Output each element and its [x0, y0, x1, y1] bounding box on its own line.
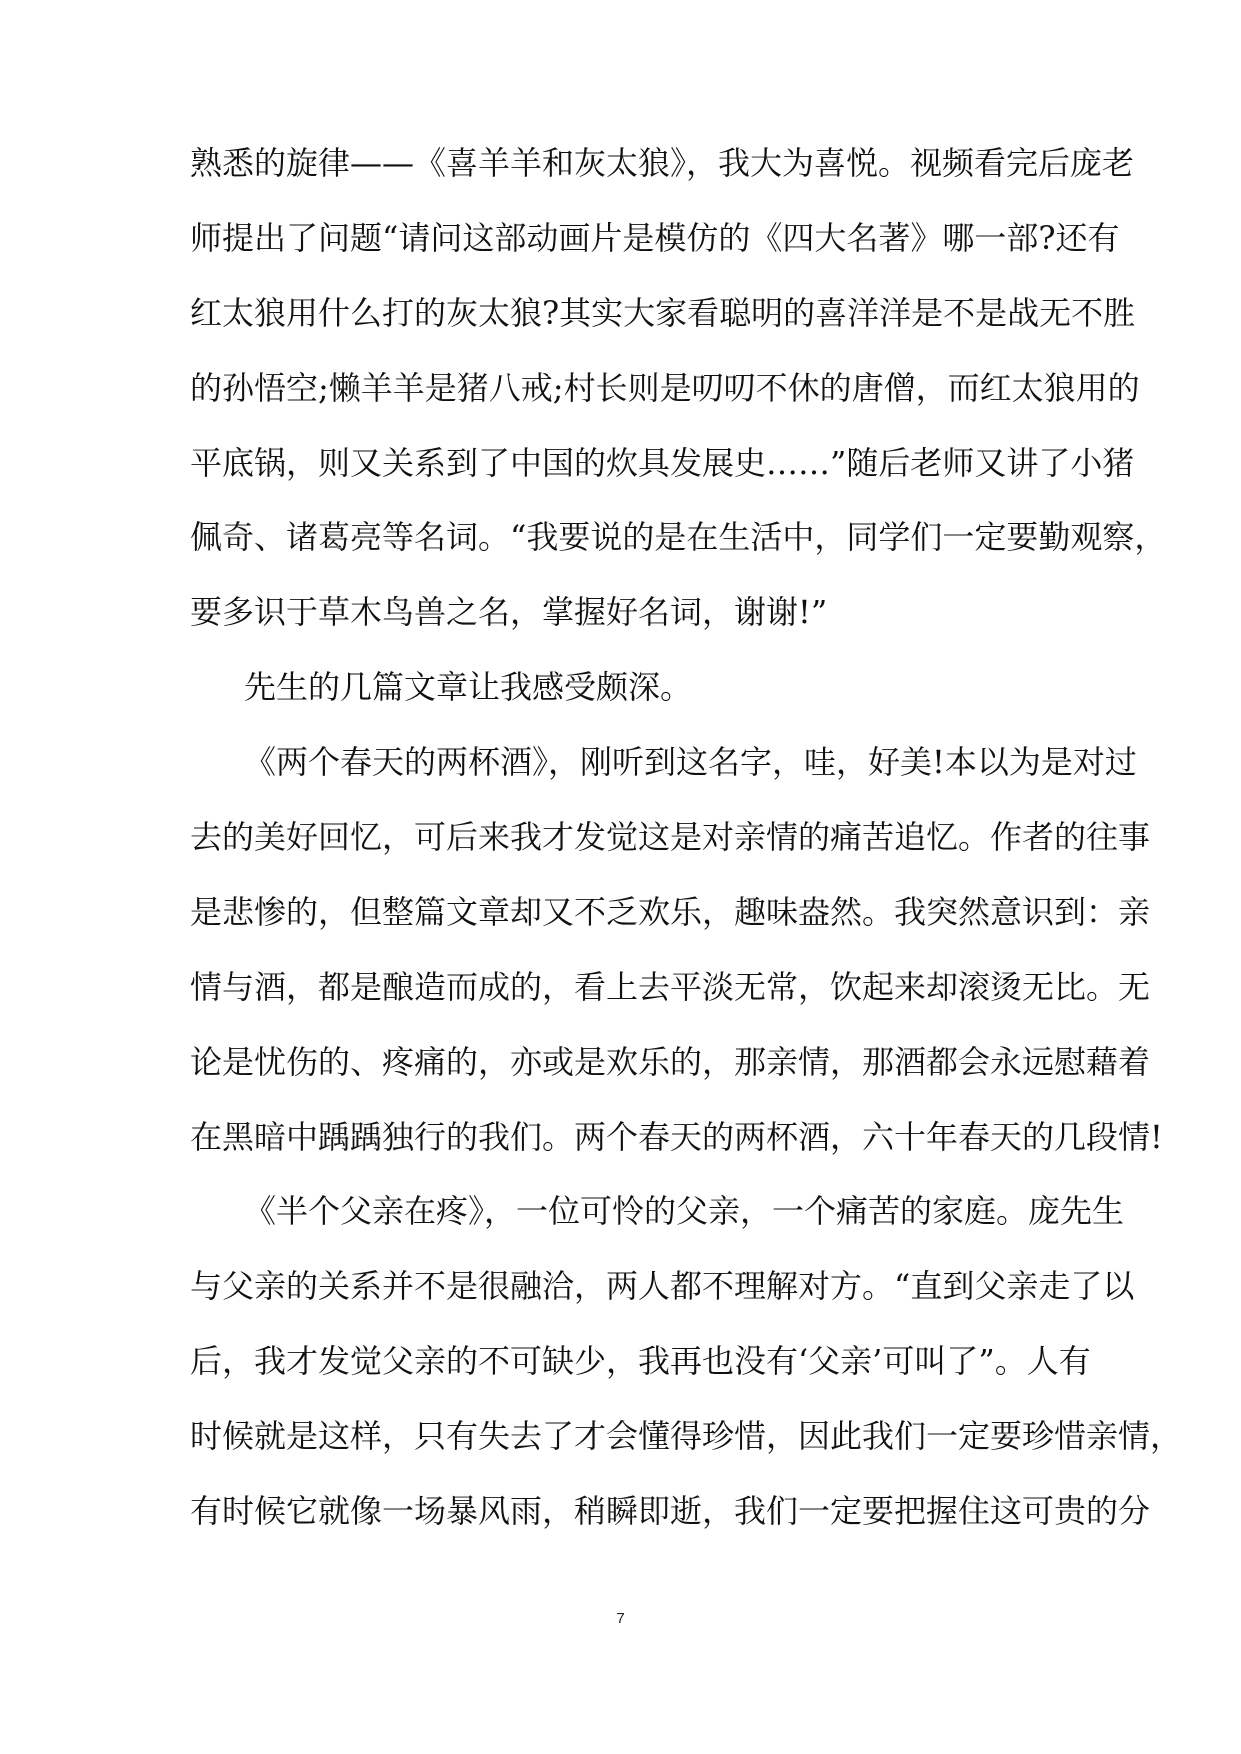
paragraph-start-line: 《半个父亲在疼》，一位可怜的父亲，一个痛苦的家庭。庞先生: [244, 1192, 1125, 1231]
text-line: 的孙悟空;懒羊羊是猪八戒;村长则是叨叨不休的唐僧，而红太狼用的: [190, 368, 1140, 407]
text-line: 是悲惨的，但整篇文章却又不乏欢乐，趣味盎然。我突然意识到：亲: [190, 892, 1151, 931]
text-line: 时候就是这样，只有失去了才会懂得珍惜，因此我们一定要珍惜亲情，: [190, 1417, 1183, 1456]
text-line: 师提出了问题“请问这部动画片是模仿的《四大名著》哪一部?还有: [190, 218, 1120, 257]
text-line: 熟悉的旋律——《喜羊羊和灰太狼》，我大为喜悦。视频看完后庞老: [190, 144, 1135, 182]
text-line: 佩奇、诸葛亮等名词。“我要说的是在生活中，同学们一定要勤观察，: [190, 518, 1167, 557]
text-line: 论是忧伤的、疼痛的，亦或是欢乐的，那亲情，那酒都会永远慰藉着: [190, 1042, 1151, 1081]
text-line: 在黑暗中踽踽独行的我们。两个春天的两杯酒，六十年春天的几段情!: [190, 1117, 1163, 1156]
text-line: 有时候它就像一场暴风雨，稍瞬即逝，我们一定要把握住这可贵的分: [190, 1492, 1151, 1531]
body-text: [190, 144, 1183, 1567]
text-line: 平底锅，则又关系到了中国的炊具发展史……”随后老师又讲了小猪: [190, 443, 1135, 482]
text-line: 要多识于草木鸟兽之名，掌握好名词，谢谢!”: [190, 593, 828, 632]
text-line: 与父亲的关系并不是很融洽，两人都不理解对方。“直到父亲走了以: [190, 1267, 1135, 1306]
text-line: 红太狼用什么打的灰太狼?其实大家看聪明的喜洋洋是不是战无不胜: [190, 293, 1136, 332]
paragraph-start-line: 先生的几篇文章让我感受颇深。: [244, 668, 693, 707]
page-number: 7: [616, 1610, 625, 1627]
text-line: 后，我才发觉父亲的不可缺少，我再也没有‘父亲’可叫了”。人有: [190, 1342, 1091, 1381]
text-line: 去的美好回忆，可后来我才发觉这是对亲情的痛苦追忆。作者的往事: [190, 818, 1151, 857]
paragraph-start-line: 《两个春天的两杯酒》，刚听到这名字，哇，好美!本以为是对过: [244, 743, 1137, 782]
text-line: 情与酒，都是酿造而成的，看上去平淡无常，饮起来却滚烫无比。无: [190, 967, 1151, 1006]
